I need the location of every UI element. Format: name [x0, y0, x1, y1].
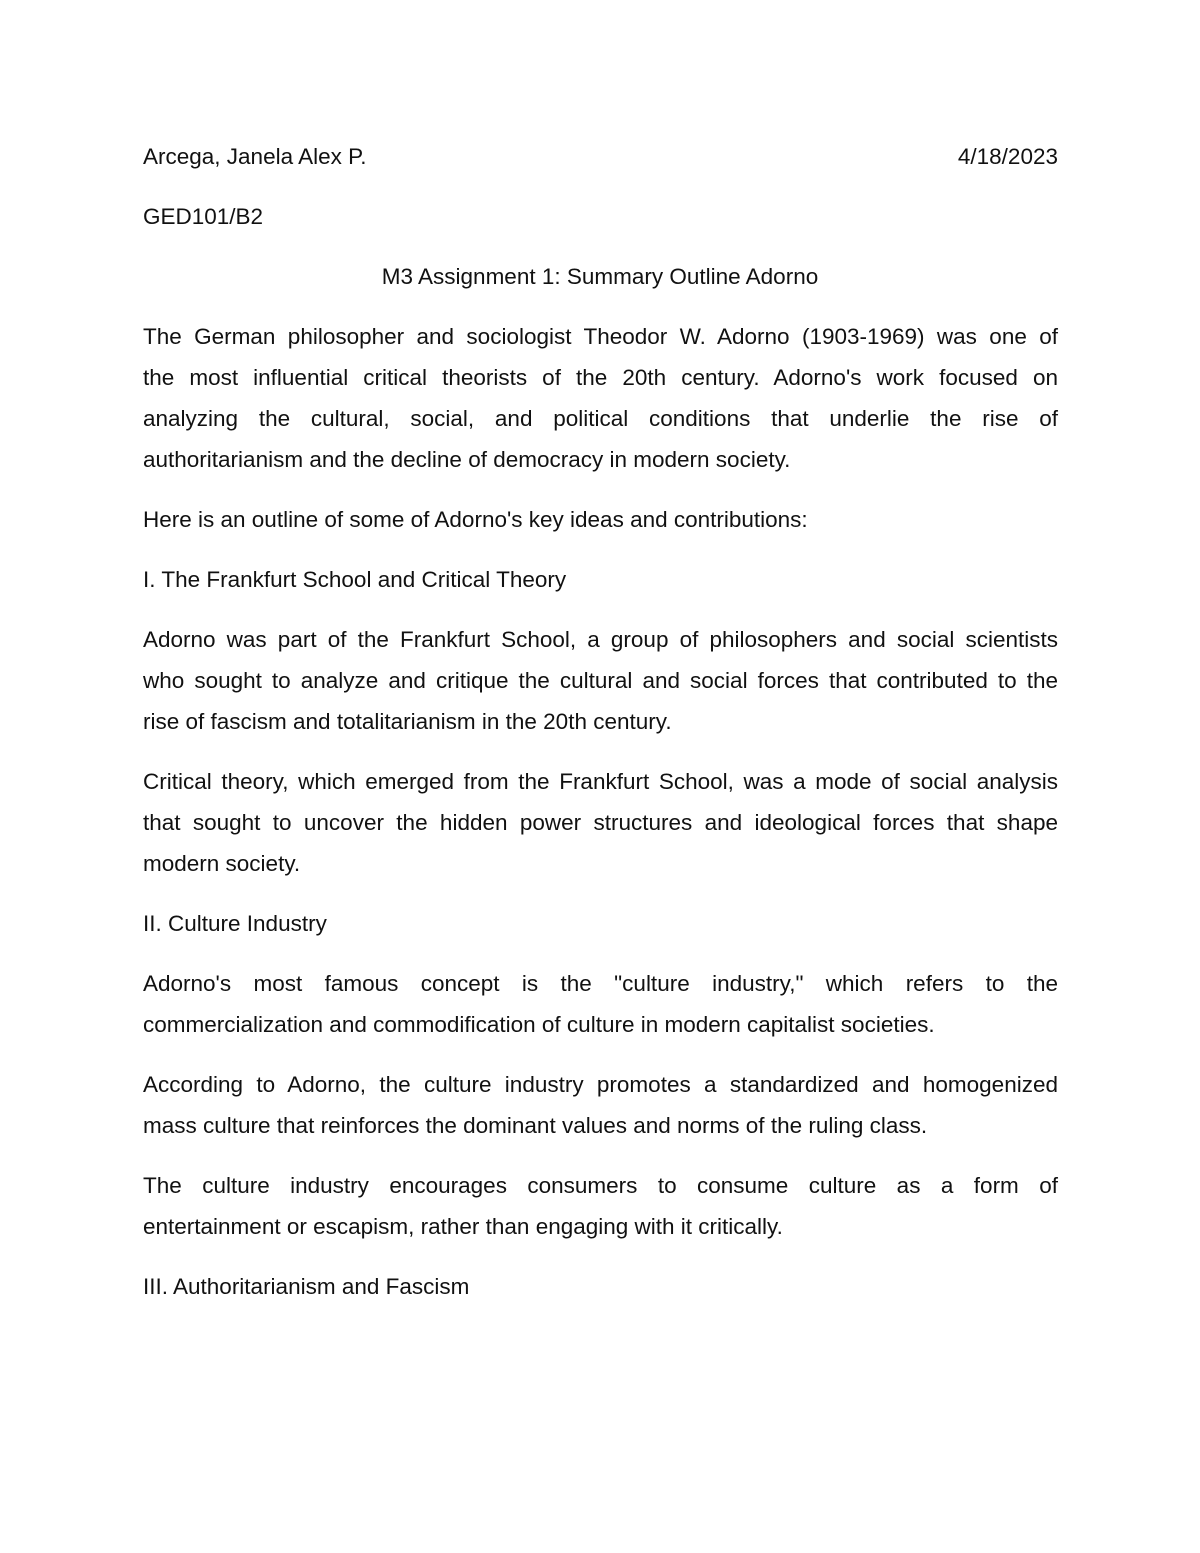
paragraph-line: entertainment or escapism, rather than engaging with it critically.: [143, 1214, 783, 1239]
course-code: GED101/B2: [143, 204, 264, 229]
author-name: Arcega, Janela Alex P.: [143, 144, 367, 169]
paragraph-line: mass culture that reinforces the dominant values and norms of the ruling class.: [143, 1113, 928, 1138]
paragraph-line: modern society.: [143, 851, 301, 876]
document-date: 4/18/2023: [957, 144, 1058, 169]
section-heading: III. Authoritarianism and Fascism: [143, 1274, 470, 1299]
intro-line: analyzing the cultural, social, and political conditions that underlie the rise of: [143, 406, 1058, 431]
paragraph-line: that sought to uncover the hidden power structures and ideological forces that shape: [143, 810, 1058, 835]
section-heading: I. The Frankfurt School and Critical Theory: [143, 567, 567, 592]
paragraph-line: According to Adorno, the culture industry promotes a standardized and homogenized: [143, 1072, 1058, 1097]
paragraph-line: who sought to analyze and critique the cultural and social forces that contributed to the: [143, 668, 1058, 693]
paragraph-line: The culture industry encourages consumers to consume culture as a form of: [143, 1173, 1058, 1198]
intro-line: authoritarianism and the decline of democracy in modern society.: [143, 447, 791, 472]
section-heading: II. Culture Industry: [143, 911, 327, 936]
paragraph-line: Adorno's most famous concept is the "culture industry," which refers to the: [143, 971, 1058, 996]
intro-line: The German philosopher and sociologist Theodor W. Adorno (1903-1969) was one of: [143, 324, 1058, 349]
paragraph-line: Critical theory, which emerged from the Frankfurt School, was a mode of social analysis: [143, 769, 1058, 794]
outline-intro: Here is an outline of some of Adorno's key ideas and contributions:: [143, 507, 808, 532]
intro-line: the most influential critical theorists of the 20th century. Adorno's work focused on: [143, 365, 1058, 390]
paragraph-line: rise of fascism and totalitarianism in the 20th century.: [143, 709, 672, 734]
paragraph-line: Adorno was part of the Frankfurt School, a group of philosophers and social scientists: [143, 627, 1058, 652]
paragraph-line: commercialization and commodification of culture in modern capitalist societies.: [143, 1012, 935, 1037]
document-title: M3 Assignment 1: Summary Outline Adorno: [381, 264, 819, 289]
